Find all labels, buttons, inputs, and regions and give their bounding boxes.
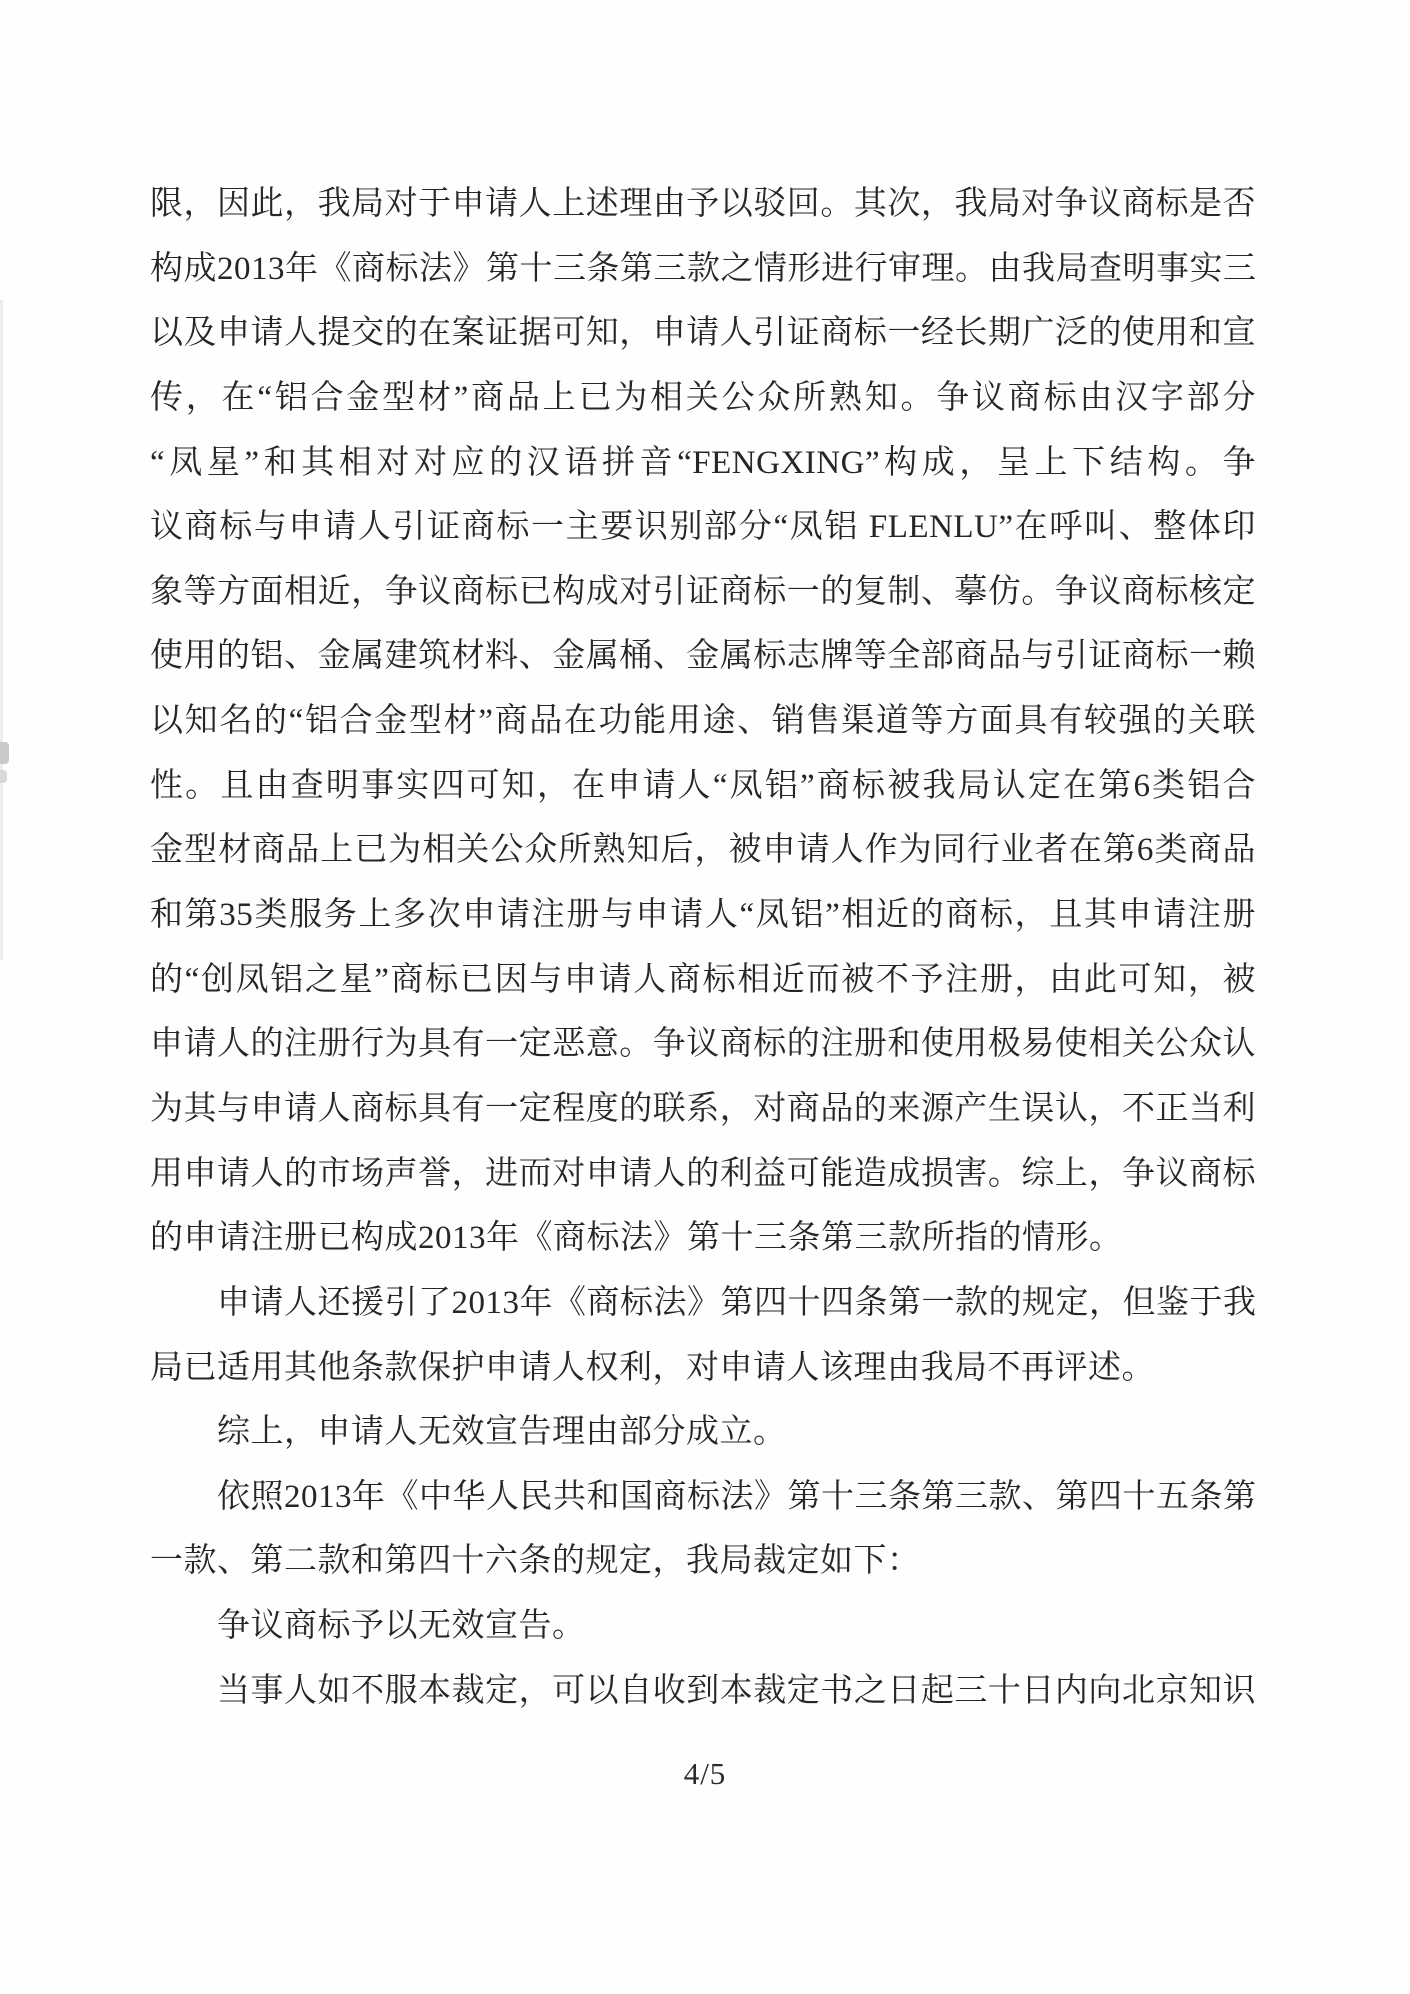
- text-line: 金型材商品上已为相关公众所熟知后，被申请人作为同行业者在第6类商品: [150, 832, 1256, 869]
- text-line: 使用的铝、金属建筑材料、金属桶、金属标志牌等全部商品与引证商标一赖: [150, 638, 1256, 675]
- scan-edge-streak: [0, 300, 3, 960]
- document-body: [150, 172, 1256, 1723]
- page-number: 4/5: [683, 1756, 727, 1791]
- text-line: 和第35类服务上多次申请注册与申请人“凤铝”相近的商标，且其申请注册: [150, 897, 1256, 934]
- text-line: 的申请注册已构成2013年《商标法》第十三条第三款所指的情形。: [150, 1220, 1123, 1257]
- scan-artifact: [0, 742, 9, 764]
- text-line: 用申请人的市场声誉，进而对申请人的利益可能造成损害。综上，争议商标: [150, 1155, 1256, 1192]
- scan-artifact: [0, 770, 7, 783]
- text-line: 的“创凤铝之星”商标已因与申请人商标相近而被不予注册，由此可知，被: [150, 961, 1256, 998]
- text-line: 局已适用其他条款保护申请人权利，对申请人该理由我局不再评述。: [150, 1349, 1155, 1386]
- text-line: 申请人的注册行为具有一定恶意。争议商标的注册和使用极易使相关公众认: [150, 1026, 1256, 1063]
- text-line: 限，因此，我局对于申请人上述理由予以驳回。其次，我局对争议商标是否: [150, 186, 1256, 222]
- text-line: 传，在“铝合金型材”商品上已为相关公众所熟知。争议商标由汉字部分: [150, 379, 1256, 416]
- text-line: 依照2013年《中华人民共和国商标法》第十三条第三款、第四十五条第: [217, 1478, 1257, 1515]
- text-line: 综上，申请人无效宣告理由部分成立。: [217, 1414, 787, 1451]
- text-line: “凤星”和其相对对应的汉语拼音“FENGXING”构成，呈上下结构。争: [150, 444, 1256, 481]
- text-line: 象等方面相近，争议商标已构成对引证商标一的复制、摹仿。争议商标核定: [150, 573, 1256, 610]
- text-line: 以知名的“铝合金型材”商品在功能用途、销售渠道等方面具有较强的关联: [150, 703, 1256, 740]
- text-line: 性。且由查明事实四可知，在申请人“凤铝”商标被我局认定在第6类铝合: [150, 767, 1256, 804]
- text-line: 为其与申请人商标具有一定程度的联系，对商品的来源产生误认，不正当利: [150, 1090, 1256, 1127]
- text-line: 当事人如不服本裁定，可以自收到本裁定书之日起三十日内向北京知识: [217, 1672, 1256, 1709]
- text-line: 构成2013年《商标法》第十三条第三款之情形进行审理。由我局查明事实三: [150, 250, 1257, 287]
- text-line: 一款、第二款和第四十六条的规定，我局裁定如下：: [150, 1543, 921, 1580]
- text-line: 争议商标予以无效宣告。: [217, 1608, 586, 1645]
- text-line: 以及申请人提交的在案证据可知，申请人引证商标一经长期广泛的使用和宣: [150, 315, 1256, 352]
- text-line: 申请人还援引了2013年《商标法》第四十四条第一款的规定，但鉴于我: [217, 1284, 1257, 1321]
- text-line: 议商标与申请人引证商标一主要识别部分“凤铝 FLENLU”在呼叫、整体印: [150, 509, 1256, 546]
